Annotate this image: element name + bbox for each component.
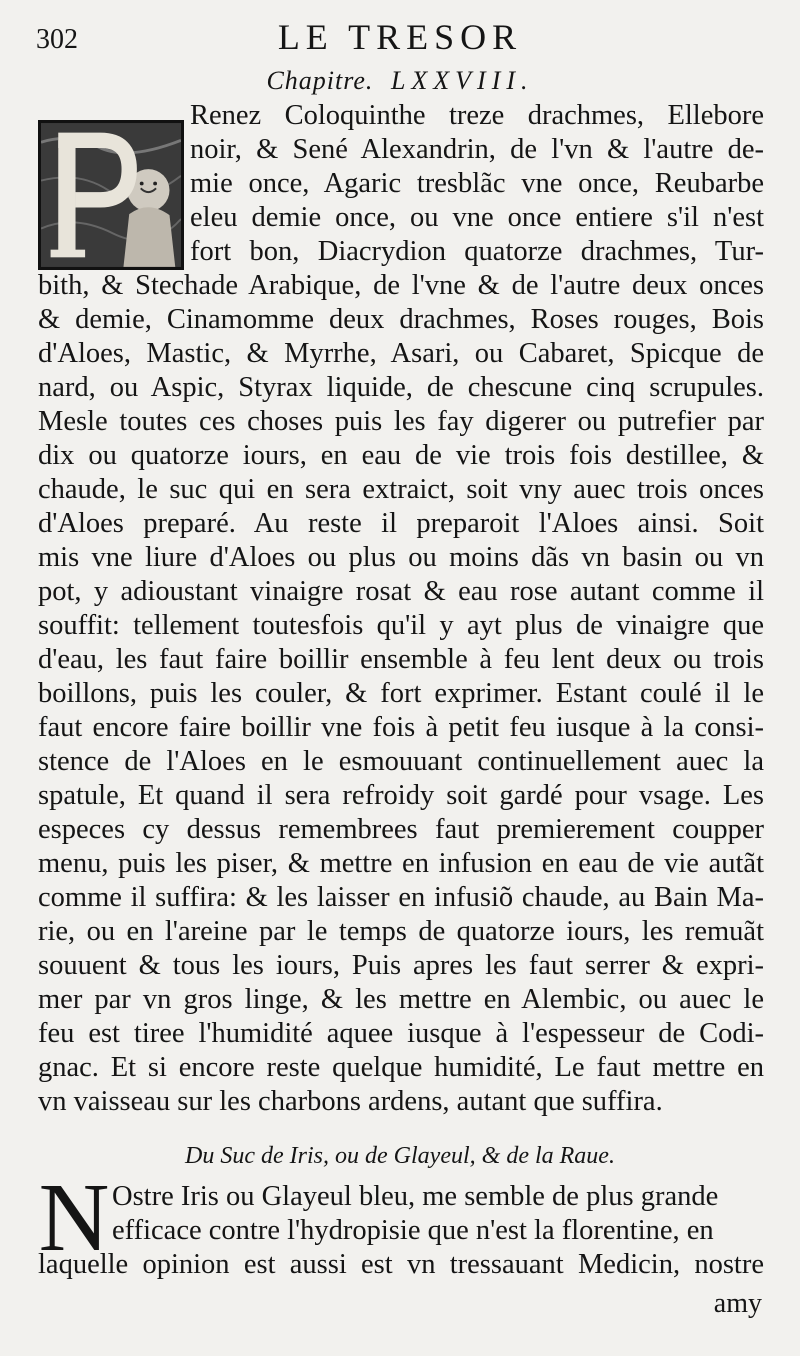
initial-letter-n: N (38, 1164, 110, 1272)
text-line: mis vne liure d'Aloes ou plus ou moins dãs vn basin ou vn (38, 542, 764, 573)
text-line: d'Aloes, Mastic, & Myrrhe, Asari, ou Cabaret, Spicque de (38, 338, 764, 369)
chapter-number: LXXVIII. (390, 66, 534, 95)
text-line: feu est tiree l'humidité aquee iusque à l'espesseur de Codi- (38, 1018, 764, 1049)
text-line: boillons, puis les couler, & fort exprimer. Estant coulé il le (38, 678, 764, 709)
text-line: especes cy dessus remembrees faut premierement coupper (38, 814, 764, 845)
text-line: noir, & Sené Alexandrin, de l'vn & l'autre de- (190, 134, 764, 165)
text-line: eleu demie once, ou vne once entiere s'il n'est (190, 202, 764, 233)
text-line: spatule, Et quand il sera refroidy soit gardé pour vsage. Les (38, 780, 764, 811)
chapter-heading (0, 66, 800, 96)
text-line: efficace contre l'hydropisie que n'est la florentine, en (112, 1215, 714, 1246)
text-line: gnac. Et si encore reste quelque humidité, Le faut mettre en (38, 1052, 764, 1083)
text-line: vn vaisseau sur les charbons ardens, autant que suffira. (38, 1086, 663, 1117)
text-line: & demie, Cinamomme deux drachmes, Roses rouges, Bois (38, 304, 764, 335)
text-line: d'eau, les faut faire boillir ensemble à feu lent deux ou trois (38, 644, 764, 675)
text-line: chaude, le suc qui en sera extraict, soit vny auec trois onces (38, 474, 764, 505)
text-line: souffit: tellement toutesfois qu'il y ayt plus de vinaigre que (38, 610, 764, 641)
text-line: rie, ou en l'areine par le temps de quatorze iours, les remuãt (38, 916, 764, 947)
section-heading: Du Suc de Iris, ou de Glayeul, & de la Raue. (185, 1143, 615, 1169)
text-line: pot, y adioustant vinaigre rosat & eau rose autant comme il (38, 576, 764, 607)
chapter-label: Chapitre. (266, 66, 374, 95)
catchword: amy (713, 1288, 762, 1319)
text-line: fort bon, Diacrydion quatorze drachmes, Tur- (190, 236, 764, 267)
text-line: menu, puis les piser, & mettre en infusion en eau de vie autãt (38, 848, 764, 879)
page-number: 302 (36, 24, 78, 55)
text-line: mer par vn gros linge, & les mettre en Alembic, ou auec le (38, 984, 764, 1015)
text-line: Mesle toutes ces choses puis les fay digerer ou putrefier par (38, 406, 764, 437)
text-line: laquelle opinion est aussi est vn tressauant Medicin, nostre (38, 1249, 764, 1280)
text-line: stence de l'Aloes en le esmouuant continuellement auec la (38, 746, 764, 777)
decorated-initial-p (38, 120, 184, 270)
text-line: Renez Coloquinthe treze drachmes, Ellebore (190, 100, 764, 131)
running-title: LE TRESOR (277, 17, 523, 57)
text-line: nard, ou Aspic, Styrax liquide, de chescune cinq scrupules. (38, 372, 764, 403)
woodcut-initial-illustration (41, 123, 181, 267)
text-line: Ostre Iris ou Glayeul bleu, me semble de plus grande (112, 1181, 719, 1212)
text-line: dix ou quatorze iours, en eau de vie trois fois destillee, & (38, 440, 764, 471)
text-line: mie once, Agaric tresblãc vne once, Reubarbe (190, 168, 764, 199)
text-line: faut encore faire boillir vne fois à petit feu iusque à la consi- (38, 712, 764, 743)
text-line: bith, & Stechade Arabique, de l'vne & de l'autre deux onces (38, 270, 764, 301)
text-line: comme il suffira: & les laisser en infusiõ chaude, au Bain Ma- (38, 882, 764, 913)
text-line: souuent & tous les iours, Puis apres les faut serrer & expri- (38, 950, 764, 981)
text-line: d'Aloes preparé. Au reste il preparoit l'Aloes ainsi. Soit (38, 508, 764, 539)
